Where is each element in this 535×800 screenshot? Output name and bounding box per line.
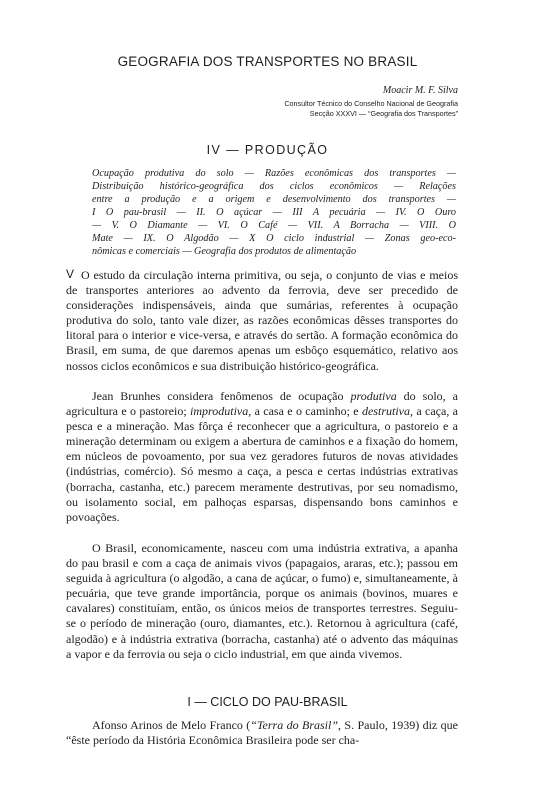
- emphasis-text: destrutiva,: [361, 404, 413, 419]
- summary-line: nômicas e comerciais — Geografia dos produtos de alimentação: [92, 246, 357, 257]
- body-paragraph: [66, 389, 458, 525]
- summary-line: — V. O Diamante — VI. O Café — VII. A Borracha — VIII. O: [92, 220, 456, 231]
- summary-line: I O pau-brasil — II. O açúcar — III A pecuária — IV. O Ouro: [92, 207, 456, 218]
- body-paragraph: O Brasil, economicamente, nasceu com uma indústria extrativa, a apanha do pau brasil e com a caça de animais vivos (papagaios, araras, etc.); passou em seguida à agricultura (o algodão, a cana de açúcar, o fumo) e, simultaneamente, à pecuária, que teve grande importância, porque os animais (bovinos, muares e cavalares) constituíam, então, os únicos meios de transportes terrestres. Seguiu-se o período de mineração (ouro, diamantes, etc.). Retornou à agricultura (café, algodão) e à indústria extrativa (borracha, castanha) até o advento das máquinas a vapor e da ferrovia ou seja o ciclo industrial, em que ainda vivemos.: [66, 541, 458, 661]
- article-title: GEOGRAFIA DOS TRANSPORTES NO BRASIL: [117, 54, 418, 69]
- emphasis-text: improdutiva,: [190, 404, 252, 419]
- section-heading: IV — PRODUÇÃO: [206, 143, 329, 157]
- summary-line: Distribuição histórico-geográfica dos ciclos econômicos — Relações: [92, 181, 456, 192]
- paragraph-text: Afonso Arinos de Melo Franco (: [92, 718, 251, 732]
- paragraph-text: , S. Paulo, 1939) diz que “êste período da História Econômica Brasileira pode ser cha-: [66, 718, 458, 748]
- author-section: Secção XXXVI — “Geografia dos Transportes”: [309, 109, 458, 118]
- handwritten-check-mark: V: [66, 267, 75, 281]
- emphasis-text: produtiva: [350, 389, 397, 403]
- body-paragraph: O estudo da circulação interna primitiva, ou seja, o conjunto de vias e meios de transportes anteriores ao advento da ferrovia, deve ser precedido de considerações indispensáveis, ainda que sumárias, referentes à ocupação produtiva do solo, tanto vale dizer, as razões econômicas dêsses transportes do litoral para o interior e vice-versa, e através do sertão. A formação econômica do Brasil, em suma, de que daremos apenas um esbôço esquemático, relativo aos nossos ciclos econômicos e sua distribuição histórico-geográfica.: [66, 268, 458, 373]
- paragraph-text: a casa e o caminho; e: [251, 404, 362, 419]
- author-name: Moacir M. F. Silva: [382, 85, 458, 96]
- author-affiliation: Consultor Técnico do Conselho Nacional de Geografia: [284, 99, 458, 108]
- section-summary: [92, 167, 456, 258]
- paragraph-text: do solo, a agricultura e o pastoreio;: [66, 389, 458, 419]
- paragraph-text: a caça, a pesca e a mineração. Mas fôrça é reconhecer que a agricultura, o pastoreio e a mineração determinam ou exigem a abertura de caminhos e a fixação do homem, em núcleos de povoamento, por sua vez geradores futuros de novas atividades (indústrias, comércio). Só mesmo a caça, a pesca e certas indústrias extrativas (borracha, castanha, etc.) parecem meramente destrutivas, por seu nomadismo, ou isolamento social, em palhoças esparsas, dispensando bons caminhos e povoações.: [66, 404, 458, 524]
- book-title: “Terra do Brasil”: [250, 718, 339, 732]
- subsection-heading: I — CICLO DO PAU-BRASIL: [187, 695, 348, 709]
- summary-line: Mate — IX. O Algodão — X O ciclo industrial — Zonas geo-eco-: [92, 233, 456, 244]
- summary-line: Ocupação produtiva do solo — Razões econômicas dos transportes —: [92, 168, 456, 179]
- paragraph-text: Jean Brunhes considera fenômenos de ocupação: [92, 389, 351, 403]
- body-paragraph: [66, 718, 458, 748]
- summary-line: entre a produção e a origem e desenvolvimento dos transportes —: [92, 194, 456, 205]
